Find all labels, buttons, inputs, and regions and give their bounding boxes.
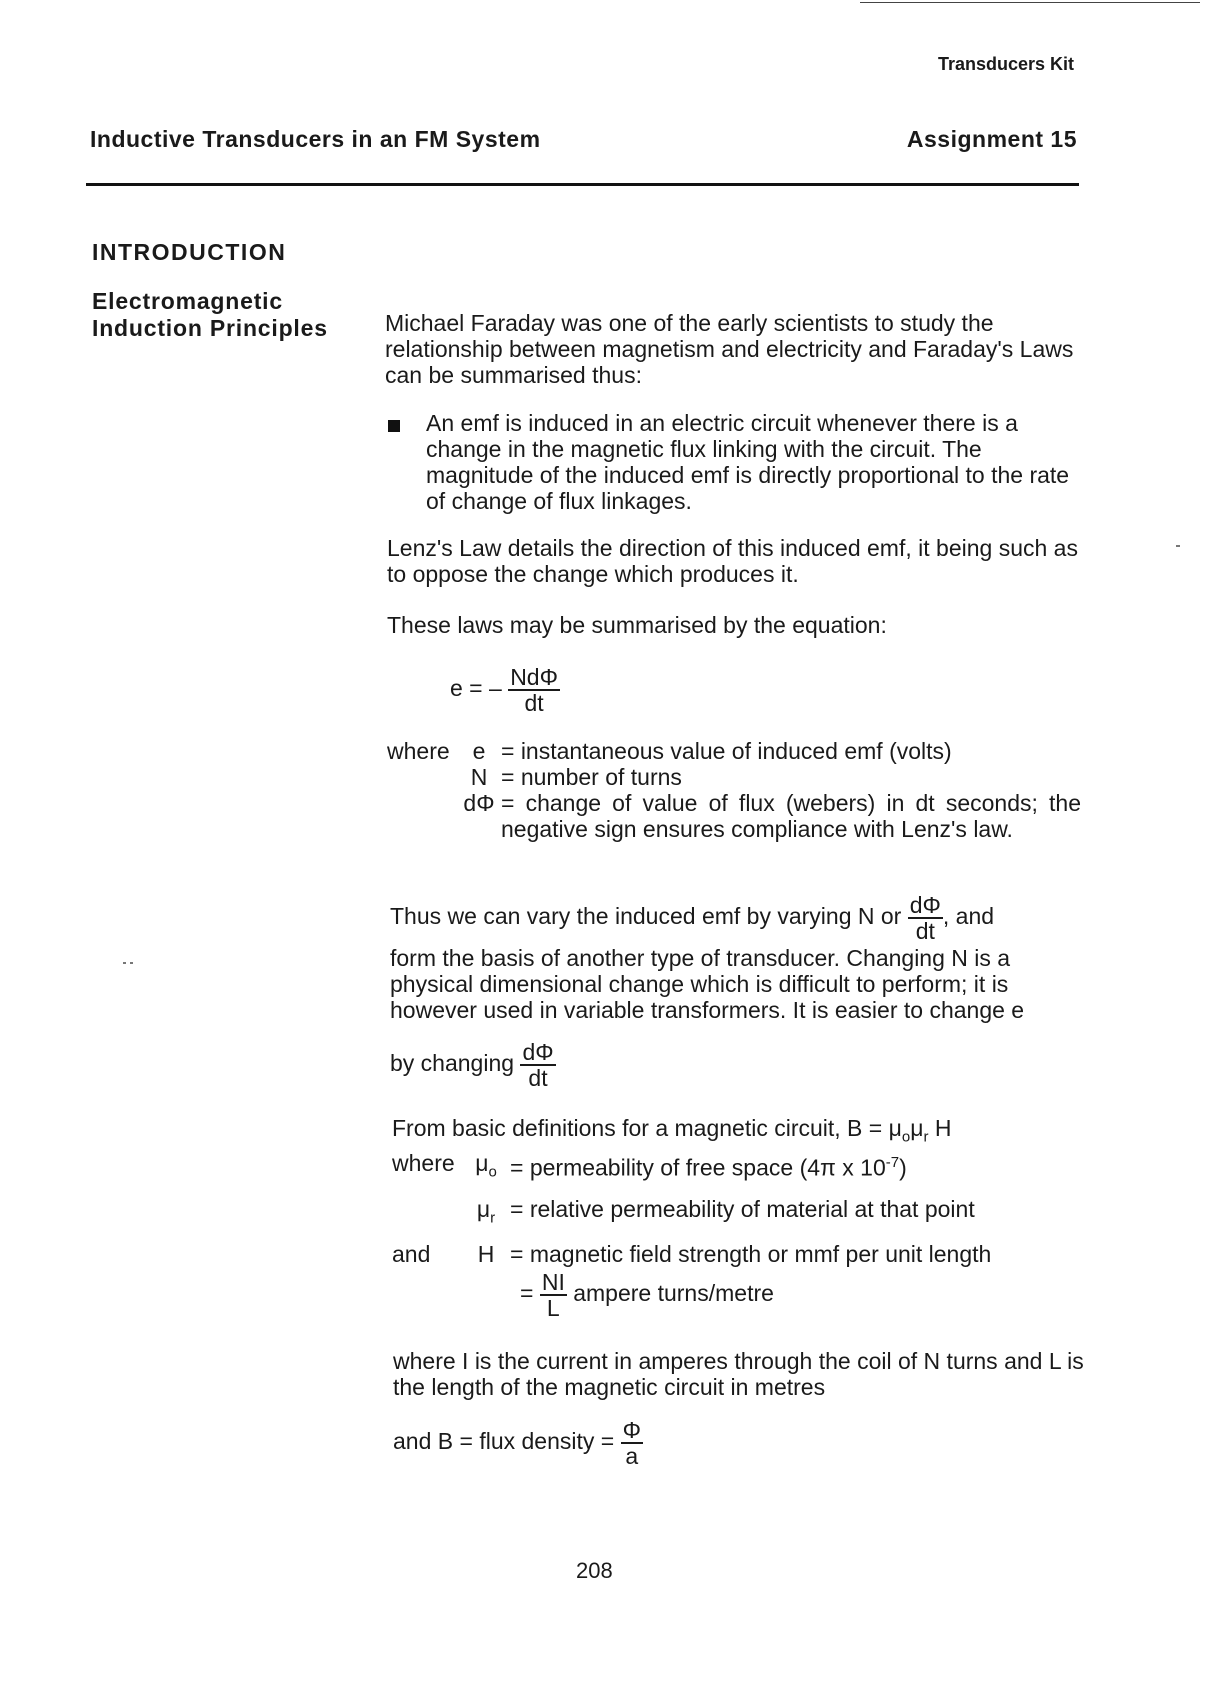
top-edge-line xyxy=(860,2,1200,3)
l-denominator: L xyxy=(546,1295,560,1321)
mu-subscript: r xyxy=(490,1209,496,1227)
bullet-square-icon xyxy=(388,420,400,432)
emf-fraction xyxy=(508,665,560,715)
emf-equation-lhs: e = – xyxy=(450,675,502,702)
h-symbol: H xyxy=(477,1241,495,1268)
kit-label: Transducers Kit xyxy=(937,54,1074,74)
exponent: -7 xyxy=(885,1154,900,1171)
page-number: 208 xyxy=(576,1558,613,1583)
phi-numerator: Φ xyxy=(622,1417,641,1443)
dt-denominator: dt xyxy=(915,918,935,944)
changing-flux-text: by changing xyxy=(390,1050,515,1077)
mu-symbol: μ xyxy=(476,1195,491,1222)
def-symbol: N xyxy=(470,764,488,790)
mu-symbol: μ xyxy=(475,1150,489,1176)
assignment-number: Assignment 15 xyxy=(906,126,1077,152)
flux-density-equation xyxy=(393,1418,643,1468)
changing-flux-denominator: dt xyxy=(528,1065,548,1091)
scan-speck xyxy=(123,962,126,964)
changing-flux-numerator: dΦ xyxy=(522,1039,554,1065)
h-equation xyxy=(520,1270,774,1320)
current-length-paragraph: where I is the current in amperes through the coil of N turns and L is the length of the magnetic circuit in metres xyxy=(393,1348,1084,1400)
vary-emf-line xyxy=(390,893,1090,943)
h-definition: = magnetic field strength or mmf per unit length xyxy=(510,1241,992,1268)
dphi-numerator: dΦ xyxy=(909,892,941,918)
mu-subscript: o xyxy=(488,1163,497,1181)
emf-denominator: dt xyxy=(524,690,544,716)
mu0-symbol xyxy=(462,1150,510,1196)
section-heading: INTRODUCTION xyxy=(92,239,287,265)
phi-over-a-fraction xyxy=(621,1418,643,1468)
side-heading xyxy=(92,288,328,342)
flux-density-lhs: and B = flux density = xyxy=(393,1428,615,1455)
mu0-definition xyxy=(510,1150,991,1196)
changing-flux-line xyxy=(390,1040,556,1090)
close-paren: ) xyxy=(899,1154,907,1181)
vary-emf-start: Thus we can vary the induced emf by varying N or xyxy=(390,903,902,930)
ni-over-l-fraction xyxy=(540,1270,567,1320)
ni-numerator: NI xyxy=(541,1269,565,1295)
where-label: where xyxy=(387,738,450,764)
def-symbol: e xyxy=(472,738,486,764)
header-rule xyxy=(86,183,1079,186)
and-label: and xyxy=(392,1241,431,1268)
def-text: = number of turns xyxy=(501,764,682,790)
h-unit: ampere turns/metre xyxy=(573,1280,774,1307)
emf-numerator: NdΦ xyxy=(510,664,558,690)
mur-definition: = relative permeability of material at that point xyxy=(510,1195,975,1222)
equation-intro: These laws may be summarised by the equation: xyxy=(387,612,887,638)
where-label: where xyxy=(392,1150,455,1176)
faraday-law-bullet: An emf is induced in an electric circuit whenever there is a change in the magnetic flux linking with the circuit. The magnitude of the induced emf is directly proportional to the rate of change of flux linkages. xyxy=(426,410,1070,514)
def-symbol: dΦ xyxy=(463,790,495,816)
h-equals: = xyxy=(520,1280,534,1307)
side-heading-line2: Induction Principles xyxy=(92,315,328,341)
side-heading-line1: Electromagnetic xyxy=(92,288,283,314)
mur-symbol: μ xyxy=(910,1115,924,1141)
mur-symbol xyxy=(462,1196,510,1242)
mu0-subscript: o xyxy=(901,1128,911,1146)
mu0-text: = permeability of free space (4π x 10 xyxy=(510,1154,886,1181)
emf-equation xyxy=(450,665,560,715)
transducer-paragraph: form the basis of another type of transducer. Changing N is a physical dimensional change which is difficult to perform; it is however used in variable transformers. It is easier to change e xyxy=(390,945,1025,1023)
mur-subscript: r xyxy=(923,1128,929,1146)
emf-definitions xyxy=(387,738,1107,842)
lenz-paragraph: Lenz's Law details the direction of this induced emf, it being such as to oppose the change which produces it. xyxy=(387,535,1078,587)
h-symbol: H xyxy=(928,1115,952,1141)
magnetic-definitions xyxy=(392,1150,991,1277)
scan-speck xyxy=(1176,545,1180,547)
changing-flux-fraction xyxy=(520,1040,555,1090)
scan-speck xyxy=(130,962,133,964)
def-text: = instantaneous value of induced emf (volts) xyxy=(501,738,952,764)
a-denominator: a xyxy=(625,1443,639,1469)
dphi-dt-fraction xyxy=(908,893,943,943)
assignment-title: Inductive Transducers in an FM System xyxy=(90,126,541,152)
def-text: = change of value of flux (webers) in dt seconds; the negative sign ensures compliance with Lenz's law. xyxy=(501,790,1081,842)
vary-emf-end: , and xyxy=(942,903,995,930)
flux-density-definition xyxy=(392,1115,951,1151)
flux-density-text: From basic definitions for a magnetic circuit, B = μ xyxy=(392,1115,902,1141)
faraday-paragraph: Michael Faraday was one of the early scientists to study the relationship between magnetism and electricity and Faraday's Laws can be summarised thus: xyxy=(385,310,1074,388)
